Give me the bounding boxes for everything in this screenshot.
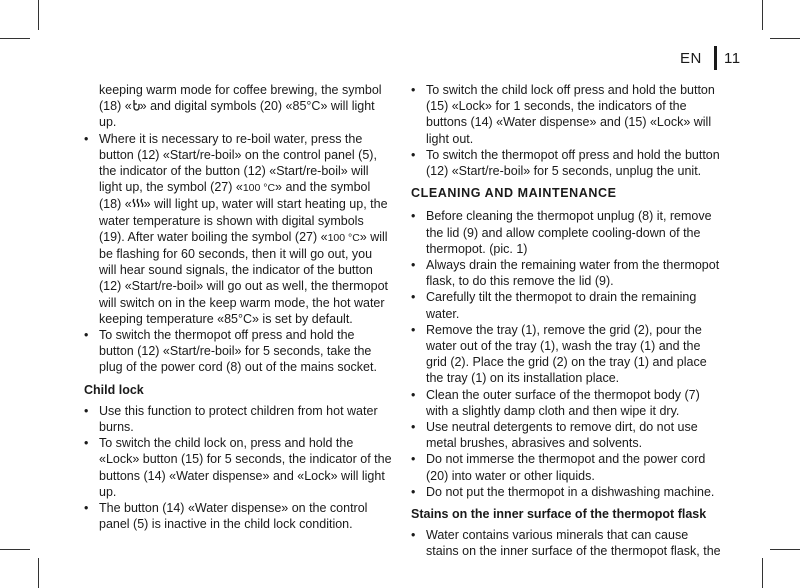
crop-mark [38, 558, 39, 588]
instruction-list [411, 82, 723, 179]
thermometer-hand-icon [132, 99, 140, 111]
stains-heading: Stains on the inner surface of the thermopot flask [411, 507, 707, 522]
child-lock-heading: Child lock [84, 382, 144, 397]
list-item: • Always drain the remaining water from the thermopot flask, to do this remove the lid (9). [411, 257, 723, 289]
crop-mark [762, 0, 763, 30]
steam-icon [132, 197, 144, 209]
list-item: • Use neutral detergents to remove dirt, do not use metal brushes, abrasives and solvents. [411, 419, 723, 451]
crop-mark [0, 549, 30, 550]
crop-mark [770, 549, 800, 550]
continued-line: up. [99, 115, 117, 130]
list-item: • Clean the outer surface of the thermopot body (7) with a slightly damp cloth and then wipe it dry. [411, 387, 723, 419]
crop-mark [762, 558, 763, 588]
continued-line: keeping warm mode for coffee brewing, the symbol [99, 83, 382, 97]
instruction-list [84, 131, 392, 376]
list-item: • To switch the thermopot off press and hold the button (12) «Start/re-boil» for 5 seconds, unplug the unit. [411, 147, 723, 179]
child-lock-list [84, 403, 392, 533]
list-item: • Do not immerse the thermopot and the power cord (20) into water or other liquids. [411, 451, 723, 483]
list-item: • Use this function to protect children from hot water burns. [84, 403, 392, 435]
list-item: • The button (14) «Water dispense» on the control panel (5) is inactive in the child lock condition. [84, 500, 392, 532]
list-item: • To switch the child lock on, press and hold the «Lock» button (15) for 5 seconds, the indicator of the buttons (14) «Water dispense» and «Lock» will light up. [84, 435, 392, 500]
list-item: • Remove the tray (1), remove the grid (2), pour the water out of the tray (1), wash the tray (1) and the grid (2). Place the grid (2) on the tray (1) and place the tray (1) on its installation place. [411, 322, 723, 387]
list-item: • Do not put the thermopot in a dishwashing machine. [411, 484, 723, 500]
cleaning-heading: CLEANING AND MAINTENANCE [411, 186, 617, 201]
crop-mark [38, 0, 39, 30]
language-label: EN [680, 50, 702, 67]
cleaning-list [411, 208, 723, 500]
crop-mark [770, 38, 800, 39]
list-item: • Where it is necessary to re-boil water, press the button (12) «Start/re-boil» on the control panel (5), the indicator of the button (12) «Start/re-boil» will light up, the symbol (27) «100 °C» and the symbol (18) « » will light up, water will start heating up, the water temperature is shown with digital symbols (19). After water boiling the symbol (27) «100 °C» will be flashing for 60 seconds, then it will go out, you will hear sound signals, the indicator of the button (12) «Start/re-boil» will go out as well, the thermopot will switch on in the keep warm mode, the hot water keeping temperature «85°C» is set by default. [84, 131, 392, 327]
header-divider [714, 46, 717, 70]
list-item: • Carefully tilt the thermopot to drain the remaining water. [411, 289, 723, 321]
list-item: • To switch the child lock off press and hold the button (15) «Lock» for 1 seconds, the indicators of the buttons (14) «Water dispense» and (15) «Lock» will light out. [411, 82, 723, 147]
right-column [411, 82, 723, 560]
list-item: • To switch the thermopot off press and hold the button (12) «Start/re-boil» for 5 seconds, take the plug of the power cord (8) out of the mains socket. [84, 327, 392, 376]
left-column [84, 82, 392, 532]
crop-mark [0, 38, 30, 39]
continued-line: (18) « » and digital symbols (20) «85°C» will light [99, 99, 375, 114]
list-item: • Before cleaning the thermopot unplug (8) it, remove the lid (9) and allow complete cooling-down of the thermopot. (pic. 1) [411, 208, 723, 257]
stains-list [411, 527, 723, 559]
continued-text [84, 82, 392, 131]
page-number: 11 [724, 50, 741, 67]
list-item: • Water contains various minerals that can cause stains on the inner surface of the thermopot flask, the [411, 527, 723, 559]
